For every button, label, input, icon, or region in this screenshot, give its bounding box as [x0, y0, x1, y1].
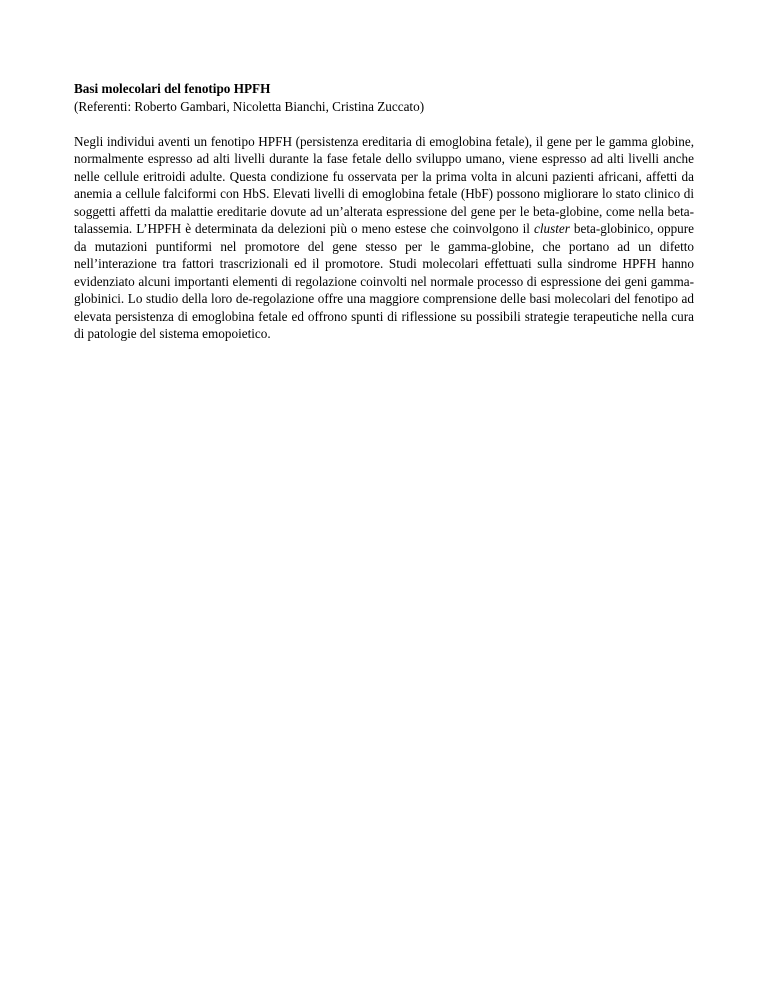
paragraph-text-start: Negli individui aventi un fenotipo HPFH (persistenza ereditaria di emoglobina fetale), il gene per le gamma globine, normalmente espresso ad alti livelli durante la fase fetale dello sviluppo umano, viene espresso ad alti livelli anche nelle cellule eritroidi adulte. Questa condizione fu osservata per la prima volta in alcuni pazienti africani, affetti da anemia a cellule falciformi con HbS. Elevati livelli di emoglobina fetale (HbF) possono migliorare lo stato clinico di soggetti affetti da malattie ereditarie dovute ad un’alterata espressione del gene per le beta-globine, come nella beta-talassemia. L’HPFH è determinata da delezioni più o meno estese che coinvolgono il — [74, 133, 694, 236]
document-referents: (Referenti: Roberto Gambari, Nicoletta Bianchi, Cristina Zuccato) — [74, 98, 425, 114]
paragraph-italic-term: cluster — [533, 221, 570, 236]
paragraph-text-end: beta-globinico, oppure da mutazioni puntiformi nel promotore del gene stesso per le gamma-globine, che portano ad un difetto nell’interazione tra fattori trascrizionali ed il promotore. Studi molecolari effettuati sulla sindrome HPFH hanno evidenziato alcuni importanti elementi di regolazione coinvolti nel normale processo di espressione dei geni gamma-globinici. Lo studio della loro de-regolazione offre una maggiore comprensione delle basi molecolari del fenotipo ad elevata persistenza di emoglobina fetale ed offrono spunti di riflessione su possibili strategie terapeutiche nella cura di patologie del sistema emopoietico. — [74, 221, 694, 341]
document-content — [74, 80, 694, 343]
document-title: Basi molecolari del fenotipo HPFH — [74, 81, 271, 96]
document-paragraph — [74, 133, 694, 343]
